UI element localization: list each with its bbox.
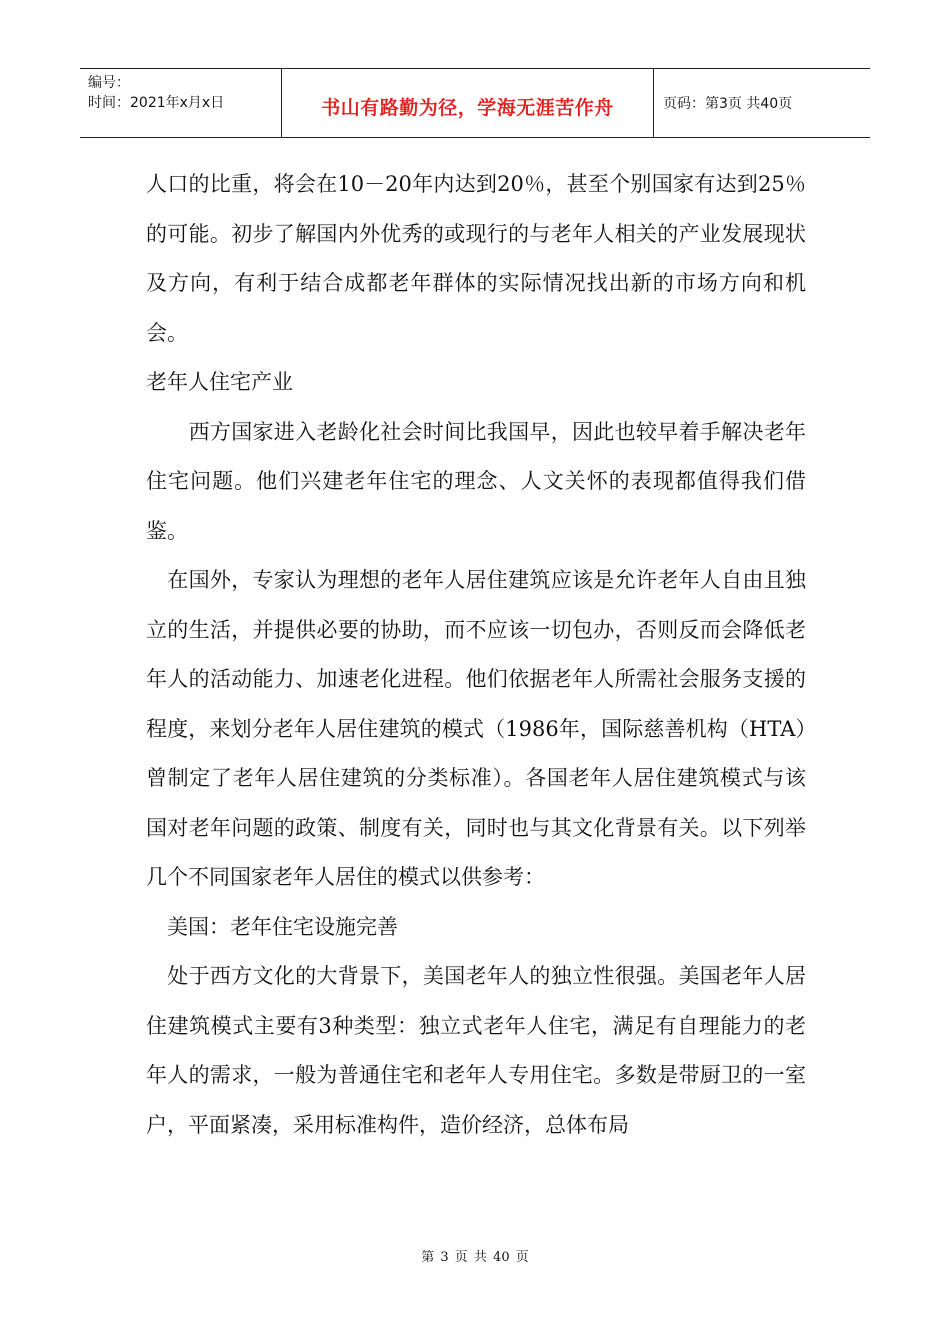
document-body [146, 160, 806, 1150]
header-page-cell [654, 69, 870, 137]
paragraph-usa-models: 处于西方文化的大背景下，美国老年人的独立性很强。美国老年人居住建筑模式主要有3种类型：独立式老年人住宅，满足有自理能力的老年人的需求，一般为普通住宅和老年人专用住宅。多数是带厨卫的一室户，平面紧凑，采用标准构件，造价经济，总体布局 [146, 964, 806, 1137]
document-header [80, 68, 870, 138]
paragraph-intro-continued: 人口的比重，将会在10－20年内达到20％，甚至个别国家有达到25％的可能。初步了解国内外优秀的或现行的与老年人相关的产业发展现状及方向，有利于结合成都老年群体的实际情况找出新的市场方向和机会。 [146, 172, 806, 345]
paragraph-abroad-experts: 在国外，专家认为理想的老年人居住建筑应该是允许老年人自由且独立的生活，并提供必要的协助，而不应该一切包办，否则反而会降低老年人的活动能力、加速老化进程。他们依据老年人所需社会服务支援的程度，来划分老年人居住建筑的模式（1986年，国际慈善机构（HTA）曾制定了老年人居住建筑的分类标准）。各国老年人居住建筑模式与该国对老年问题的政策、制度有关，同时也与其文化背景有关。以下列举几个不同国家老年人居住的模式以供参考： [146, 568, 806, 889]
subheading-usa: 美国：老年住宅设施完善 [146, 914, 398, 939]
page-footer: 第 3 页 共 40 页 [421, 1250, 529, 1265]
header-motto-cell [282, 69, 654, 137]
section-heading-elderly-housing: 老年人住宅产业 [146, 370, 293, 394]
header-motto: 书山有路勤为径，学海无涯苦作舟 [321, 96, 614, 119]
paragraph-western-countries: 西方国家进入老龄化社会时间比我国早，因此也较早着手解决老年住宅问题。他们兴建老年住宅的理念、人文关怀的表现都值得我们借鉴。 [146, 419, 806, 543]
header-page-code: 页码：第3页 共40页 [663, 96, 793, 112]
header-meta-cell [80, 69, 282, 137]
document-date: 时间：2021年x月x日 [88, 95, 225, 111]
document-number-label: 编号： [88, 75, 130, 91]
